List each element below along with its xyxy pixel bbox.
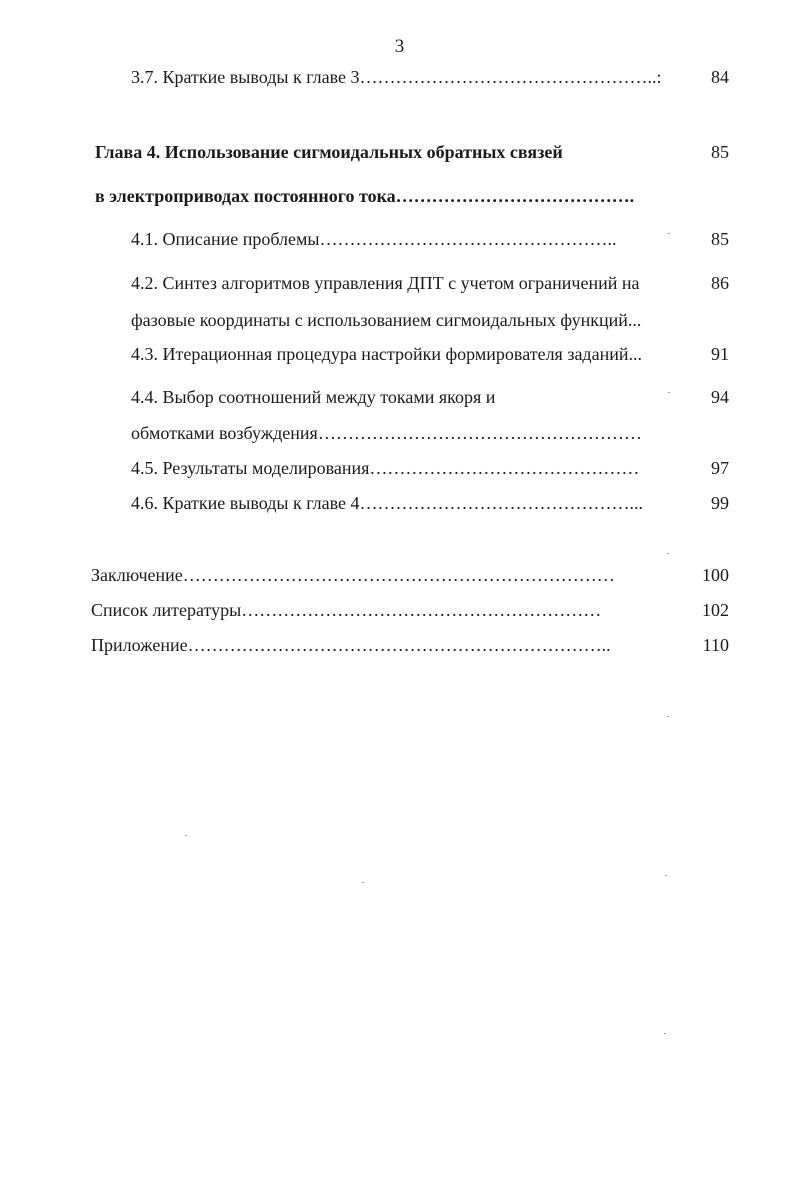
toc-entry-conclusion: Заключение……………………………………………………………… (91, 565, 615, 585)
toc-page-references: 102 (702, 600, 729, 620)
chapter-4-title-continued: в электроприводах постоянного тока…………………………………. (95, 186, 635, 206)
toc-entry-4-6: 4.6. Краткие выводы к главе 4………………………………………... (131, 493, 644, 513)
toc-entry-4-2-continued: фазовые координаты с использованием сигмоидальных функций... (131, 310, 642, 330)
scan-speck (667, 716, 669, 717)
toc-entry-4-4: 4.4. Выбор соотношений между токами якоря и (131, 387, 496, 407)
toc-entry-4-1: 4.1. Описание проблемы………………………………………….. (131, 229, 617, 249)
toc-page-4-1: 85 (711, 229, 729, 249)
toc-page-appendix: 110 (702, 635, 729, 655)
scan-speck (667, 553, 669, 554)
chapter-4-title: Глава 4. Использование сигмоидальных обратных связей (95, 142, 563, 162)
toc-page-4-4: 94 (711, 387, 729, 407)
toc-entry-4-3: 4.3. Итерационная процедура настройки формирователя заданий... (131, 344, 642, 364)
scan-speck (668, 392, 670, 393)
toc-page-4-2: 86 (711, 273, 729, 293)
toc-page-conclusion: 100 (702, 565, 729, 585)
toc-entry-3-7: 3.7. Краткие выводы к главе 3…………………………………………..: (131, 67, 662, 87)
scan-speck (185, 835, 187, 836)
toc-page-4-5: 97 (711, 458, 729, 478)
toc-entry-4-4-continued: обмотками возбуждения……………………………………………… (131, 423, 642, 443)
toc-entry-4-5: 4.5. Результаты моделирования……………………………………… (131, 458, 640, 478)
toc-entry-appendix: Приложение…………………………………………………………….. (91, 635, 611, 655)
toc-page-4-3: 91 (711, 344, 729, 364)
scan-speck (362, 882, 364, 883)
toc-page-4-6: 99 (711, 493, 729, 513)
page-number: 3 (394, 36, 405, 57)
toc-entry-references: Список литературы…………………………………………………… (91, 600, 602, 620)
toc-entry-4-2: 4.2. Синтез алгоритмов управления ДПТ с учетом ограничений на (131, 273, 640, 293)
toc-page-chapter-4: 85 (711, 142, 729, 162)
scan-speck (664, 1033, 666, 1034)
toc-page-3-7: 84 (711, 67, 729, 87)
scan-speck (668, 233, 670, 234)
scan-speck (665, 875, 667, 876)
